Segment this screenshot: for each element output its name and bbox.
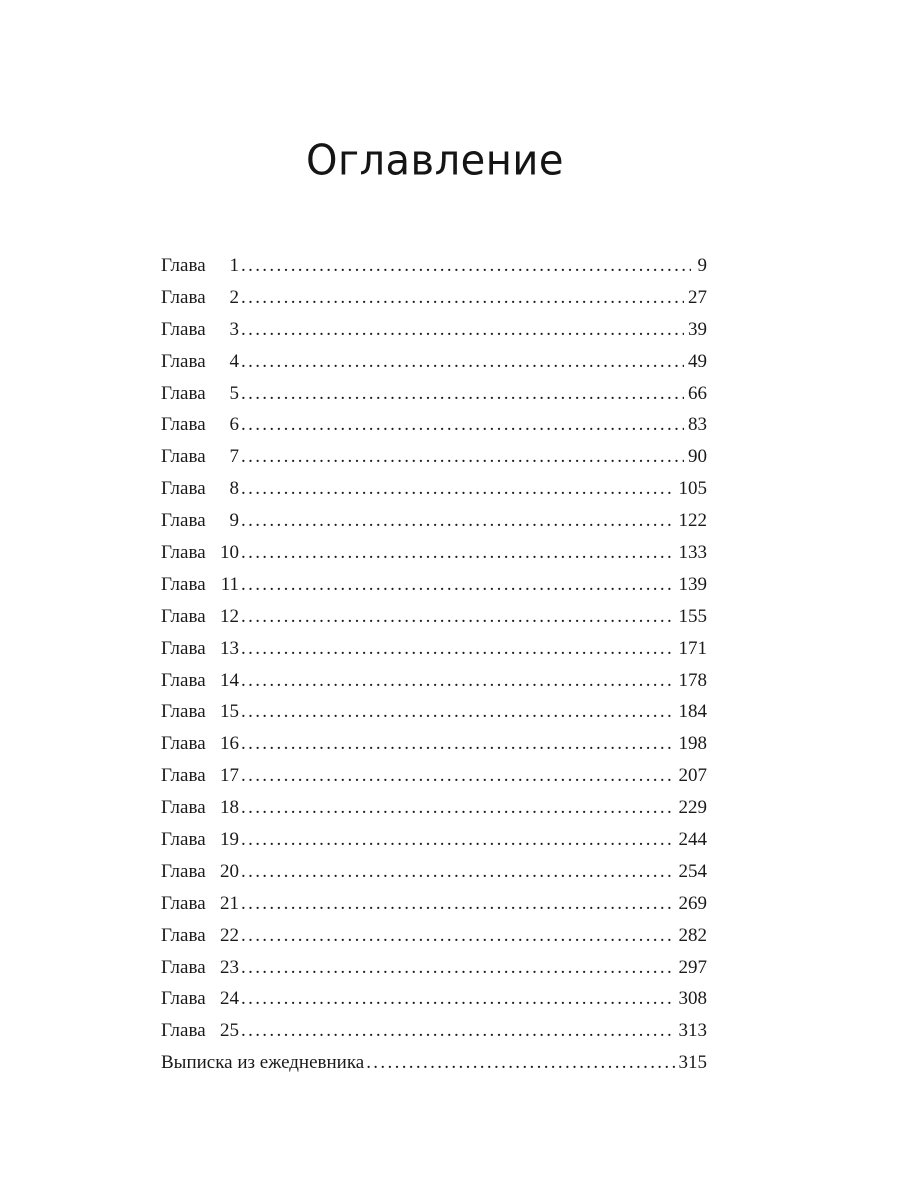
- toc-entry-page-number: 184: [678, 701, 707, 723]
- toc-entry-page-number: 244: [678, 829, 707, 851]
- toc-entry: [161, 792, 707, 824]
- toc-entry-label: Глава: [161, 286, 206, 308]
- toc-entry-label: Глава: [161, 350, 206, 372]
- toc-entry: [161, 409, 707, 441]
- toc-entry-title: [161, 473, 239, 505]
- dot-leader: [241, 696, 675, 728]
- toc-entry-number: 20: [220, 860, 239, 882]
- toc-entry: [161, 378, 707, 410]
- toc-entry-title: [161, 409, 239, 441]
- toc-entry-title: [161, 888, 239, 920]
- toc-entry-label: Глава: [161, 829, 206, 851]
- dot-leader: [241, 760, 675, 792]
- dot-leader: [241, 282, 684, 314]
- toc-entry-title: [161, 983, 239, 1015]
- toc-entry-title: [161, 505, 239, 537]
- dot-leader: [241, 505, 675, 537]
- toc-entry-number: 7: [229, 446, 239, 468]
- dot-leader: [241, 952, 675, 984]
- dot-leader: [241, 792, 675, 824]
- toc-entry: [161, 665, 707, 697]
- toc-entry-number: 11: [220, 573, 239, 595]
- toc-entry-label: Глава: [161, 701, 206, 723]
- toc-entry-label: Глава: [161, 318, 206, 340]
- toc-entry-title: [161, 250, 239, 282]
- toc-entry: [161, 696, 707, 728]
- toc-entry-label: Глава: [161, 573, 206, 595]
- toc-entry-label: Глава: [161, 860, 206, 882]
- toc-entry: [161, 983, 707, 1015]
- dot-leader: [241, 441, 684, 473]
- toc-entry-page-number: 155: [678, 605, 707, 627]
- dot-leader: [241, 633, 675, 665]
- toc-entry: [161, 569, 707, 601]
- toc-entry-label: Глава: [161, 765, 206, 787]
- toc-entry: [161, 952, 707, 984]
- toc-entry-title: [161, 824, 239, 856]
- dot-leader: [241, 728, 675, 760]
- toc-entry-number: 21: [220, 892, 239, 914]
- toc-entry-title: [161, 346, 239, 378]
- toc-entry: [161, 441, 707, 473]
- toc-entry-page-number: 39: [688, 318, 707, 340]
- toc-entry-number: 2: [229, 286, 239, 308]
- dot-leader: [241, 409, 684, 441]
- dot-leader: [241, 473, 675, 505]
- toc-entry-title: [161, 728, 239, 760]
- toc-entry-label: Глава: [161, 956, 206, 978]
- toc-entry: [161, 824, 707, 856]
- toc-entry-number: 23: [220, 956, 239, 978]
- toc-entry-title: [161, 569, 239, 601]
- toc-entry-page-number: 282: [678, 924, 707, 946]
- toc-entry: [161, 760, 707, 792]
- toc-entry: [161, 346, 707, 378]
- toc-entry-title: [161, 282, 239, 314]
- dot-leader: [241, 346, 684, 378]
- toc-entry-label: Глава: [161, 988, 206, 1010]
- toc-entry-number: 16: [220, 733, 239, 755]
- page-title: Оглавление: [305, 136, 565, 186]
- toc-entry-number: 17: [220, 765, 239, 787]
- toc-entry-page-number: 178: [678, 669, 707, 691]
- toc-entry-number: 6: [229, 414, 239, 436]
- toc-entry-title: [161, 952, 239, 984]
- toc-entry: [161, 1015, 707, 1047]
- toc-entry-title: [161, 665, 239, 697]
- toc-entry-label: Глава: [161, 382, 206, 404]
- toc-entry: [161, 888, 707, 920]
- toc-entry-title: [161, 441, 239, 473]
- dot-leader: [241, 601, 675, 633]
- toc-entry-page-number: 198: [678, 733, 707, 755]
- dot-leader: [241, 250, 691, 282]
- toc-entry-title: [161, 696, 239, 728]
- toc-entry-page-number: 254: [678, 860, 707, 882]
- toc-entry-page-number: 171: [678, 637, 707, 659]
- toc-entry-title: [161, 378, 239, 410]
- toc-entry-title: [161, 856, 239, 888]
- toc-entry: [161, 314, 707, 346]
- toc-entry: [161, 282, 707, 314]
- toc-entry-number: 3: [229, 318, 239, 340]
- toc-entry-page-number: 297: [678, 956, 707, 978]
- toc-entry: [161, 250, 707, 282]
- toc-entry-label: Глава: [161, 733, 206, 755]
- toc-entry-page-number: 90: [688, 446, 707, 468]
- toc-entry: [161, 633, 707, 665]
- toc-entry-label: Глава: [161, 255, 206, 276]
- toc-entry-label: Глава: [161, 924, 206, 946]
- dot-leader: [241, 569, 675, 601]
- dot-leader: [241, 665, 675, 697]
- toc-entry-title: [161, 601, 239, 633]
- toc-entry-label: Глава: [161, 446, 206, 468]
- dot-leader: [241, 1015, 675, 1047]
- toc-entry-number: 4: [229, 350, 239, 372]
- toc-entry-page-number: 313: [678, 1020, 707, 1042]
- toc-entry: [161, 473, 707, 505]
- toc-entry-page-number: 83: [688, 414, 707, 436]
- dot-leader: [241, 824, 675, 856]
- toc-entry-label: Глава: [161, 605, 206, 627]
- toc-entry-page-number: 133: [678, 542, 707, 564]
- toc-entry-number: 8: [229, 478, 239, 500]
- toc-entry-number: 13: [220, 637, 239, 659]
- toc-entry-page-number: 105: [678, 478, 707, 500]
- toc-entry-label: Глава: [161, 637, 206, 659]
- toc-entry: [161, 505, 707, 537]
- toc-entry-title: [161, 792, 239, 824]
- table-of-contents: [161, 250, 707, 1079]
- toc-entry-label: Глава: [161, 510, 206, 532]
- toc-entry-page-number: 207: [678, 765, 707, 787]
- toc-entry-number: 1: [229, 255, 239, 276]
- toc-entry-title: [161, 1047, 364, 1079]
- toc-entry-number: 18: [220, 797, 239, 819]
- toc-entry: [161, 920, 707, 952]
- toc-entry-label: Глава: [161, 542, 206, 564]
- toc-entry: [161, 728, 707, 760]
- toc-entry-title: [161, 760, 239, 792]
- toc-entry-page-number: 315: [678, 1052, 707, 1074]
- toc-entry-number: 25: [220, 1020, 239, 1042]
- toc-entry-label: Глава: [161, 669, 206, 691]
- toc-entry-number: 9: [229, 510, 239, 532]
- toc-entry-page-number: 139: [678, 573, 707, 595]
- dot-leader: [241, 537, 675, 569]
- toc-entry-number: 14: [220, 669, 239, 691]
- toc-entry-label: Глава: [161, 478, 206, 500]
- toc-entry-label: Выписка из ежедневника: [161, 1052, 365, 1074]
- toc-entry-label: Глава: [161, 1020, 206, 1042]
- dot-leader: [241, 888, 675, 920]
- toc-entry-label: Глава: [161, 892, 206, 914]
- toc-entry-page-number: 122: [678, 510, 707, 532]
- toc-entry-page-number: 308: [678, 988, 707, 1010]
- toc-entry: [161, 537, 707, 569]
- toc-entry-page-number: 27: [688, 286, 707, 308]
- toc-entry-number: 15: [220, 701, 239, 723]
- toc-entry: [161, 1047, 707, 1079]
- toc-entry-title: [161, 314, 239, 346]
- toc-entry-page-number: 229: [678, 797, 707, 819]
- toc-entry-label: Глава: [161, 414, 206, 436]
- toc-entry-title: [161, 633, 239, 665]
- toc-entry-number: 22: [220, 924, 239, 946]
- dot-leader: [241, 856, 675, 888]
- toc-entry-title: [161, 537, 239, 569]
- dot-leader: [241, 920, 675, 952]
- toc-entry: [161, 856, 707, 888]
- toc-entry-page-number: 9: [697, 255, 707, 276]
- toc-entry-label: Глава: [161, 797, 206, 819]
- toc-entry-number: 19: [220, 829, 239, 851]
- dot-leader: [241, 314, 684, 346]
- toc-entry-number: 10: [220, 542, 239, 564]
- toc-entry-number: 12: [220, 605, 239, 627]
- toc-entry-title: [161, 920, 239, 952]
- dot-leader: [241, 983, 675, 1015]
- toc-entry-title: [161, 1015, 239, 1047]
- toc-entry-number: 24: [220, 988, 239, 1010]
- toc-entry: [161, 601, 707, 633]
- toc-entry-number: 5: [229, 382, 239, 404]
- toc-entry-page-number: 49: [688, 350, 707, 372]
- toc-entry-page-number: 66: [688, 382, 707, 404]
- dot-leader: [366, 1047, 674, 1079]
- toc-entry-page-number: 269: [678, 892, 707, 914]
- dot-leader: [241, 378, 684, 410]
